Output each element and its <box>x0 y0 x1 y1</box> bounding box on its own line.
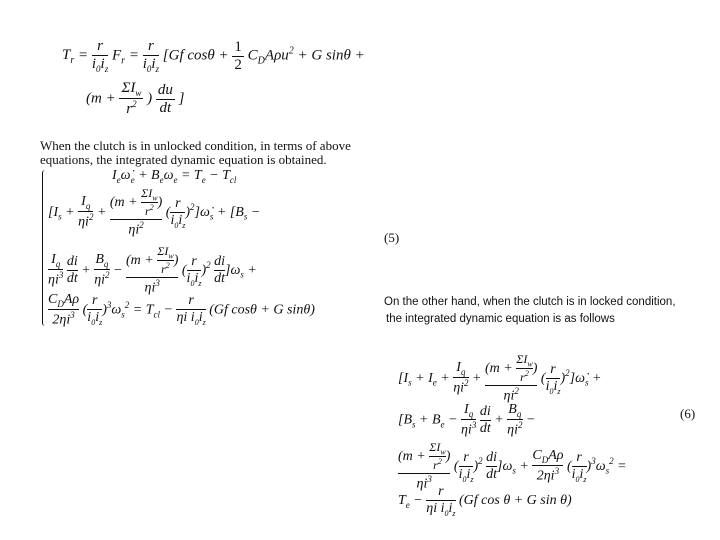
equation-5-line4: $C_DA\rho$ $2\eta i^3$ ( $\frac{r}{i_0i_z}$ )$^3\omega_s^2 = T_{cl}$ − $\frac{r}{\eta i i_0i_z}$ (Gf cosθ + G sinθ) <box>48 292 315 328</box>
paragraph-locked-line2: the integrated dynamic equation is as follows <box>386 313 615 325</box>
equation-5-label: (5) <box>384 230 400 245</box>
equation-6-label: (6) <box>680 406 696 421</box>
paragraph-unlocked-line2: equations, the integrated dynamic equation is obtained. <box>40 152 327 167</box>
equation-tr-line1: $T_r$ = $\frac{r}{i_0i_z}$ $F_r$ = $\frac{r}{i_0i_z}$ [Gf cosθ + $\frac{1}{2}$ $C_DA\rho u^2 + G$ sinθ + <box>62 38 365 74</box>
equation-6-line4: $T_e$ − $\frac{r}{\eta i i_0i_z}$ (Gf cos θ + G sin θ) <box>398 484 572 518</box>
equation-6-line3: (m + $\Sigma I_w$ $r^2$ ) $\eta i^3$ ( $\frac{r}{i_0i_z}$ )$^2$ $\frac{di}{dt}$ ]$\omega_s$ + $C_DA\rho$ $2\eta i^3$ ( $\frac{r}{i_0i_z}$ )$^3\omega_s^2$ = <box>398 440 627 493</box>
equation-5-line3: $\frac{I_q}{\eta i^3}$ $\frac{di}{dt}$ + $\frac{B_q}{\eta i^2}$ − (m + $\Sigma I_w$ $r^2$ ) $\eta i^3$ ( $\frac{r}{i_0i_z}$ )$^2$ $\frac{di}{dt}$ ]$\omega_s$ + <box>48 244 257 297</box>
equation-5-line1: $I_e\omegȧ_e + B_e\omega_e = T_e - T_{cl}$ <box>112 168 237 185</box>
paragraph-unlocked-line1: When the clutch is in unlocked condition, in terms of above <box>40 138 351 153</box>
equation-6-line2: [$B_s + B_e$ − $\frac{I_q}{\eta i^3}$ $\frac{di}{dt}$ + $\frac{B_q}{\eta i^2}$ − <box>398 402 536 438</box>
equation-tr-line2: (m + $\Sigma I_w$ $r^2$ ) $\frac{du}{dt}$ ] <box>86 80 185 117</box>
equation-6-line1: [$I_s + I_e$ + $\frac{I_q}{\eta i^2}$ + (m + $\Sigma I_w$ $r^2$ ) $\eta i^2$ ( $\frac{r}{i_0i_z}$ )$^2]\omegȧ_s$ + <box>398 352 602 405</box>
paragraph-locked-line1: On the other hand, when the clutch is in locked condition, <box>384 296 676 308</box>
equation-5-line2: [$I_s$ + $\frac{I_q}{\eta i^2}$ + (m + $\Sigma I_w$ $r^2$ ) $\eta i^2$ ( $\frac{r}{i_0i_z}$ )$^2]\omegȧ_s + [B_s$ − <box>48 186 261 239</box>
